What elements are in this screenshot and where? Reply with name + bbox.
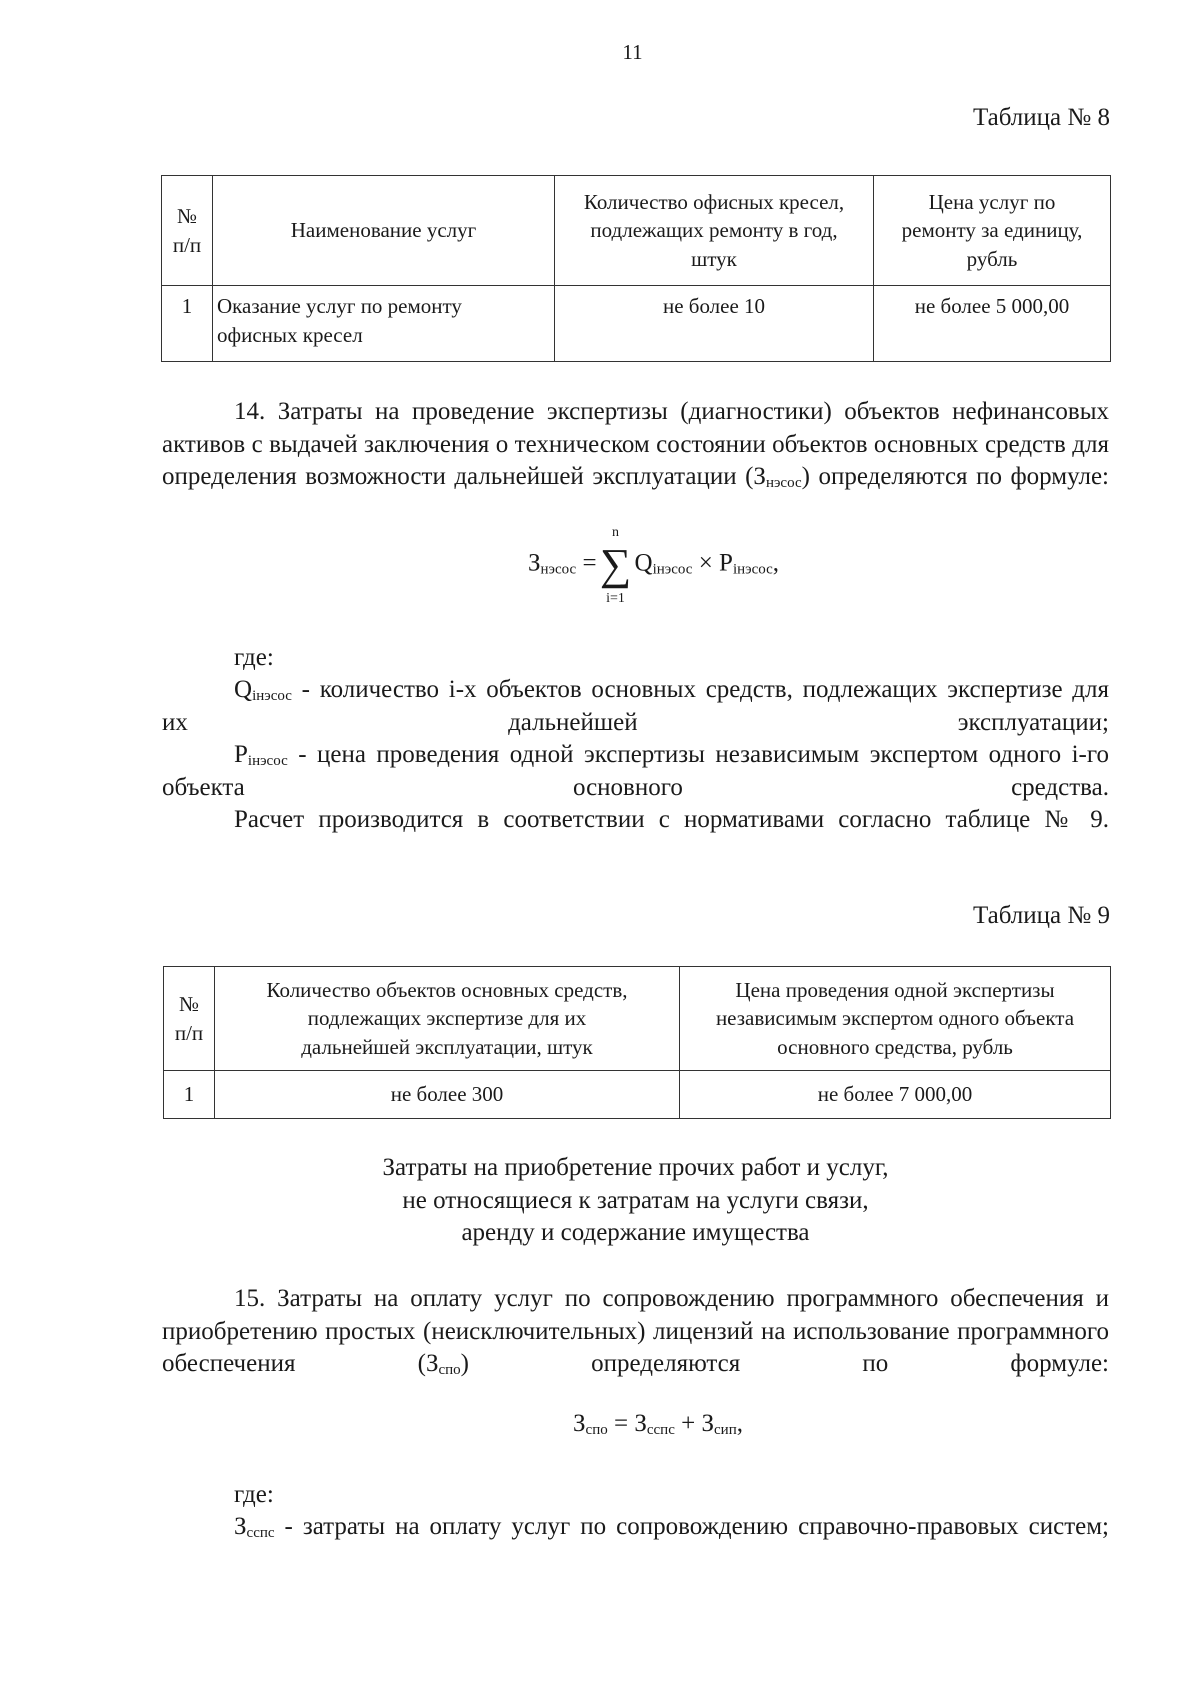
table-9-caption: Таблица № 9 xyxy=(972,902,1110,929)
table-8-header-cell: Цена услуг по ремонту за единицу, рубль xyxy=(874,176,1111,286)
formula-14 xyxy=(528,525,780,606)
section-15-paragraph xyxy=(162,1283,1109,1381)
definition-q xyxy=(162,674,1109,739)
table-8-cell: не более 5 000,00 xyxy=(874,286,1111,362)
table-9-cell: 1 xyxy=(164,1071,215,1119)
formula-15-lhs: З xyxy=(573,1410,586,1437)
table-8-cell: Оказание услуг по ремонту офисных кресел xyxy=(213,286,555,362)
definition-sspc xyxy=(162,1511,1109,1544)
table-9-header-row xyxy=(164,967,1111,1071)
table-8-header-cell: № п/п xyxy=(162,176,213,286)
formula-15-term1-sub: сспс xyxy=(646,1422,675,1438)
section-14-text: 14. Затраты на проведение экспертизы (диагностики) объектов нефинансовых активов с выдачей заключения о техническом состоянии объектов основных средств для определения возможности дальнейшей эксплуатации (З xyxy=(162,398,1109,490)
definition-p-text: - цена проведения одной экспертизы независимым экспертом одного i-го объекта основного средства. xyxy=(162,741,1109,801)
formula-15-end: , xyxy=(736,1410,743,1437)
definition-q-text: - количество i-х объектов основных средств, подлежащих экспертизе для их дальнейшей эксплуатации; xyxy=(162,676,1109,736)
page-number: 11 xyxy=(622,40,643,64)
formula-15-eq: = xyxy=(613,1410,629,1437)
table-8-caption: Таблица № 8 xyxy=(972,104,1110,131)
table-8-cell: 1 xyxy=(162,286,213,362)
where-label: где: xyxy=(234,1481,274,1508)
formula-14-q-sub: iнэсос xyxy=(652,561,693,578)
formula-15-term1: З xyxy=(634,1410,647,1437)
table-9 xyxy=(163,966,1111,1119)
sum-upper-limit: n xyxy=(612,525,620,540)
formula-15-lhs-sub: спо xyxy=(585,1422,608,1438)
section-15-text-end: ) определяются по формуле: xyxy=(460,1350,1109,1377)
section-14-paragraph xyxy=(162,396,1109,494)
formula-14-lhs: З xyxy=(528,549,541,577)
section-15-where xyxy=(162,1479,1109,1512)
formula-14-eq: = xyxy=(582,549,597,577)
definition-q-symbol: Q xyxy=(234,676,253,703)
definition-sspc-subscript: сспс xyxy=(246,1525,275,1541)
definition-p xyxy=(162,739,1109,804)
formula-14-lhs-sub: нэсос xyxy=(540,561,577,578)
table-9-header-cell: Количество объектов основных средств, подлежащих экспертизе для их дальнейшей эксплуатации, штук xyxy=(215,967,680,1071)
section-14-subscript: нэсос xyxy=(765,475,802,491)
definition-sspc-text: - затраты на оплату услуг по сопровождению справочно-правовых систем; xyxy=(274,1513,1109,1540)
formula-15-term2: З xyxy=(701,1410,715,1437)
table-9-header-cell: № п/п xyxy=(164,967,215,1071)
table-9-header-cell: Цена проведения одной экспертизы независимым экспертом одного объекта основного средства, рубль xyxy=(680,967,1111,1071)
definition-p-symbol: P xyxy=(234,741,248,768)
table-9-cell: не более 7 000,00 xyxy=(680,1071,1111,1119)
definition-p-subscript: iнэсос xyxy=(247,753,288,769)
table-8-header-cell: Наименование услуг xyxy=(213,176,555,286)
formula-15-plus: + xyxy=(681,1410,696,1437)
formula-14-p: P xyxy=(719,549,733,577)
table-8-header-cell: Количество офисных кресел, подлежащих ремонту в год, штук xyxy=(555,176,874,286)
formula-14-times: × xyxy=(698,549,713,577)
table-8-cell: не более 10 xyxy=(555,286,874,362)
formula-14-q: Q xyxy=(634,549,653,577)
formula-15 xyxy=(573,1410,743,1438)
formula-15-term2-sub: сип xyxy=(714,1422,737,1438)
calculation-note: Расчет производится в соответствии с нормативами согласно таблице № 9. xyxy=(234,806,1109,833)
section-15-text: 15. Затраты на оплату услуг по сопровождению программного обеспечения и приобретению простых (неисключительных) лицензий на использование программного обеспечения (З xyxy=(162,1285,1109,1377)
table-9-cell: не более 300 xyxy=(215,1071,680,1119)
where-label: где: xyxy=(234,644,274,671)
table-row xyxy=(164,1071,1111,1119)
section-15-subscript: спо xyxy=(438,1362,461,1378)
definition-q-subscript: iнэсос xyxy=(252,688,292,704)
formula-14-p-sub: iнэсос xyxy=(732,561,773,578)
sum-lower-limit: i=1 xyxy=(606,591,625,606)
definition-sspc-symbol: З xyxy=(234,1513,247,1540)
section-heading: Затраты на приобретение прочих работ и услуг, не относящиеся к затратам на услуги связи, аренду и содержание имущества xyxy=(382,1154,889,1246)
sum-symbol: n ∑ i=1 xyxy=(599,525,632,606)
section-14-text-end: ) определяются по формуле: xyxy=(801,463,1110,490)
table-8 xyxy=(161,175,1111,362)
table-8-header-row xyxy=(162,176,1111,286)
table-row xyxy=(162,286,1111,362)
section-14-where xyxy=(162,642,1109,675)
formula-14-end: , xyxy=(772,549,780,577)
